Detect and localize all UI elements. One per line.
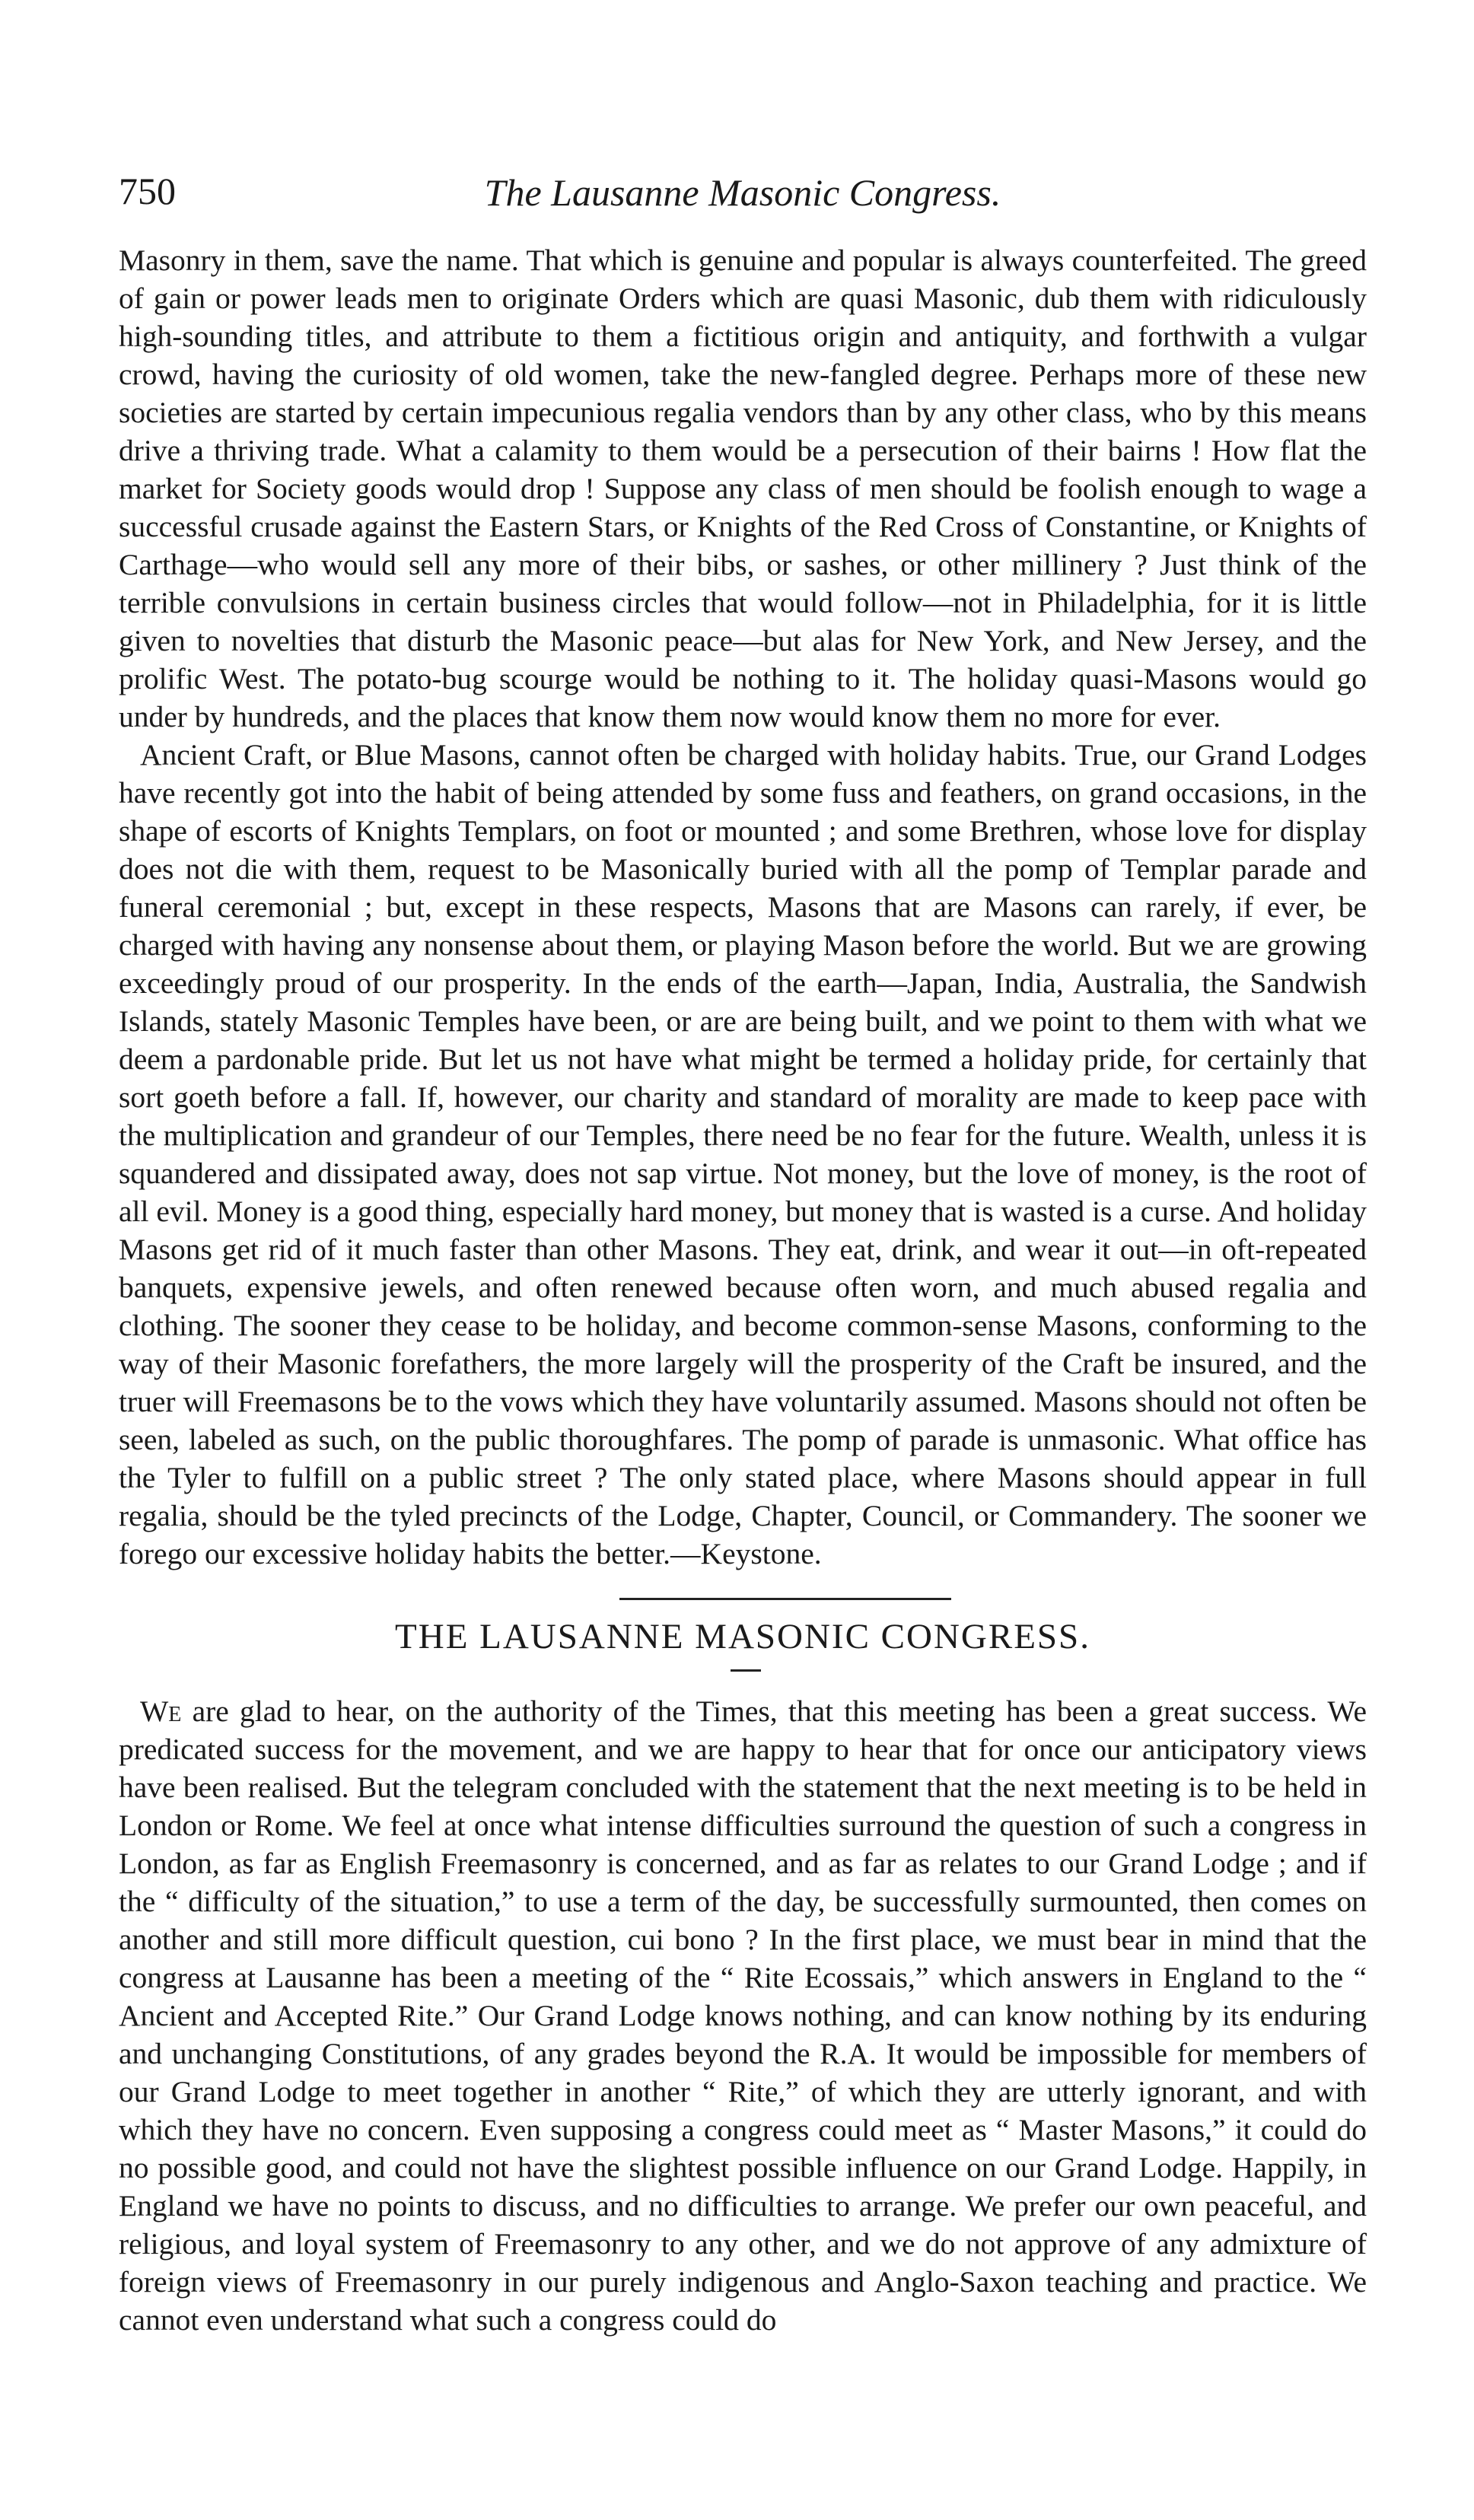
running-title: The Lausanne Masonic Congress. bbox=[484, 171, 1001, 214]
paragraph bbox=[119, 1692, 1367, 2339]
paragraph: Ancient Craft, or Blue Masons, cannot often be charged with holiday habits. True, our Grand Lodges have recently got into the habit of being attended by some fuss and feathers, on grand occasions, in the shape of escorts of Knights Templars, on foot or mounted ; and some Brethren, whose love for display does not die with them, request to be Masonically buried with all the pomp of Templar parade and funeral ceremonial ; but, except in these respects, Masons that are Masons can rarely, if ever, be charged with having any nonsense about them, or playing Mason before the world. But we are growing exceedingly proud of our prosperity. In the ends of the earth—Japan, India, Australia, the Sandwish Islands, stately Masonic Temples have been, or are are being built, and we point to them with what we deem a pardonable pride. But let us not have what might be termed a holiday pride, for certainly that sort goeth before a fall. If, however, our charity and standard of morality are made to keep pace with the multiplication and grandeur of our Temples, there need be no fear for the future. Wealth, unless it is squandered and dissipated away, does not sap virtue. Not money, but the love of money, is the root of all evil. Money is a good thing, especially hard money, but money that is wasted is a curse. And holiday Masons get rid of it much faster than other Masons. They eat, drink, and wear it out—in oft-repeated banquets, expensive jewels, and often renewed because often worn, and much abused regalia and clothing. The sooner they cease to be holiday, and become common-sense Masons, conforming to the way of their Masonic forefathers, the more largely will the prosperity of the Craft be insured, and the truer will Freemasons be to the vows which they have voluntarily assumed. Masons should not often be seen, labeled as such, on the public thoroughfares. The pomp of parade is unmasonic. What office has the Tyler to fulfill on a public street ? The only stated place, where Masons should appear in full regalia, should be the tyled precincts of the Lodge, Chapter, Council, or Commandery. The sooner we forego our excessive holiday habits the better.—Keystone. bbox=[119, 738, 1367, 1570]
article-continuation bbox=[119, 241, 1367, 1573]
title-rule bbox=[731, 1669, 761, 1672]
drop-word: We bbox=[140, 1694, 182, 1728]
paragraph-text: are glad to hear, on the authority of the Times, that this meeting has been a great success. We predicated success for the movement, and we are happy to hear that for once our anticipatory views have been realised. But the telegram concluded with the statement that the next meeting is to be held in London or Rome. We feel at once what intense difficulties surround the question of such a congress in London, as far as English Freemasonry is concerned, and as far as relates to our Grand Lodge ; and if the “ difficulty of the situation,” to use a term of the day, be successfully surmounted, then comes on another and still more difficult question, cui bono ? In the first place, we must bear in mind that the congress at Lausanne has been a meeting of the “ Rite Ecossais,” which answers in England to the “ Ancient and Accepted Rite.” Our Grand Lodge knows nothing, and can know nothing by its enduring and unchanging Constitutions, of any grades beyond the R.A. It would be impossible for members of our Grand Lodge to meet together in another “ Rite,” of which they are utterly ignorant, and with which they have no concern. Even supposing a congress could meet as “ Master Masons,” it could do no possible good, and could not have the slightest possible influence on our Grand Lodge. Happily, in England we have no points to discuss, and no difficulties to arrange. We prefer our own peaceful, and religious, and loyal system of Freemasonry to any other, and we do not approve of any admixture of foreign views of Freemasonry in our purely indigenous and Anglo-Saxon teaching and practice. We cannot even understand what such a congress could do bbox=[119, 1694, 1367, 2337]
page-header bbox=[119, 169, 1367, 222]
page-number: 750 bbox=[119, 170, 176, 212]
paragraph: Masonry in them, save the name. That which is genuine and popular is always counterfeited. The greed of gain or power leads men to originate Orders which are quasi Masonic, dub them with ridiculously high-sounding titles, and attribute to them a fictitious origin and antiquity, and forthwith a vulgar crowd, having the curiosity of old women, take the new-fangled degree. Perhaps more of these new societies are started by certain impecunious regalia vendors than by any other class, who by this means drive a thriving trade. What a calamity to them would be a persecution of their bairns ! How flat the market for Society goods would drop ! Suppose any class of men should be foolish enough to wage a successful crusade against the Eastern Stars, or Knights of the Red Cross of Constantine, or Knights of Carthage—who would sell any more of their bibs, or sashes, or other millinery ? Just think of the terrible convulsions in certain business circles that would follow—not in Philadelphia, for it is little given to novelties that disturb the Masonic peace—but alas for New York, and New Jersey, and the prolific West. The potato-bug scourge would be nothing to it. The holiday quasi-Masons would go under by hundreds, and the places that know them now would know them no more for ever. bbox=[119, 243, 1367, 733]
section-divider bbox=[619, 1598, 951, 1600]
article-title: THE LAUSANNE MASONIC CONGRESS. bbox=[395, 1617, 1090, 1656]
article-body bbox=[119, 1692, 1367, 2339]
book-page bbox=[119, 0, 1367, 2520]
